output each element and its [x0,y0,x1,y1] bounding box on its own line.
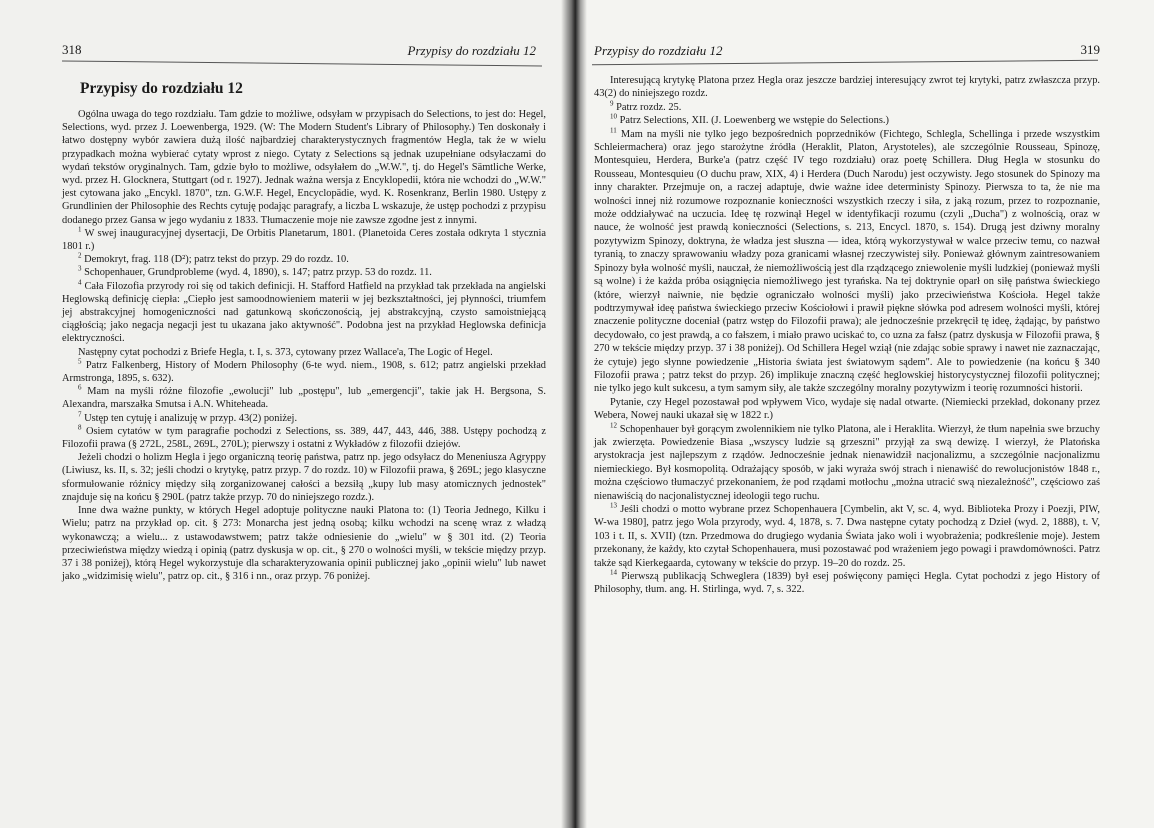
footnote-8 [62,425,546,451]
footnote-text: Demokryt, frag. 118 (D²); patrz tekst do przyp. 29 do rozdz. 10. [84,254,349,266]
intro-paragraph [62,108,546,227]
footnote-13 [594,503,1100,570]
footnote-number: 1 [78,225,82,234]
footnote-text: Schopenhauer był gorącym zwolennikiem nie tylko Platona, ale i Heraklita. Wierzył, że tłum napełnia swe brzuchy jak zwierzęta. Powiedzenie Biasa „wszyscy ludzie są grzeszni" przyjął za swą dewizę. I wierzył, że Platońska arystokracja jest najlepszym z rządów. Jednocześnie jednak nienawidził nacjonalizmu, a szczególnie nacjonalizmu niemieckiego. Był kosmopolitą. Odrażający sposób, w jaki wyraża swój strach i nienawiść do rewolucjonistów 1848 r., można częściowo tłumaczyć przekonaniem, że pod rządami motłochu „można utracić swą niezależność", częściowo zaś nienawiścią do nacjonalistycznej ideologii tego ruchu. [594,423,1100,502]
left-running-head: Przypisy do rozdziału 12 [407,43,536,58]
footnote-11-continuation [594,396,1100,423]
footnote-10 [594,114,1100,127]
footnote-number: 7 [78,410,82,419]
footnote-text: Patrz rozdz. 25. [616,101,682,113]
footnote-8-continuation-c [594,74,1100,101]
footnote-number: 3 [78,264,82,273]
footnote-text: Mam na myśli różne filozofie „ewolucji" lub „postępu", lub „emergencji", takie jak H. Bergsona, S. Alexandra, marszałka Smutsa i A.N. Whiteheada. [62,386,546,411]
paragraph-text: Pytanie, czy Hegel pozostawał pod wpływem Vico, wydaje się nadal otwarte. (Niemiecki przekład, dokonany przez Webera, Nowej nauki ukazał się w 1822 r.) [594,396,1100,422]
footnote-9 [594,101,1100,114]
footnote-text: Ustęp ten cytuję i analizuję w przyp. 43(2) poniżej. [84,412,298,424]
footnote-text: W swej inauguracyjnej dysertacji, De Orbitis Planetarum, 1801. (Planetoida Ceres została odkryta 1 stycznia 1801 r.) [62,227,546,253]
footnote-number: 9 [610,99,614,108]
left-page-header [62,42,546,60]
footnote-text: Schopenhauer, Grundprobleme (wyd. 4, 1890), s. 147; patrz przyp. 53 do rozdz. 11. [84,267,432,279]
footnote-text: Patrz Falkenberg, History of Modern Philosophy (6-te wyd. niem., 1908, s. 612; patrz angielski przekład Armstronga, 1895, s. 632). [62,359,546,385]
footnote-6 [62,385,546,411]
footnote-number: 5 [78,357,82,366]
footnote-number: 6 [78,383,82,392]
footnote-text: Mam na myśli nie tylko jego bezpośrednich poprzedników (Fichtego, Schlegla, Schellinga i przede wszystkim Schleiermachera) oraz jego starożytne źródła (Heraklit, Platon, Arystoteles), ale szczególnie Rousseau, Spinozę, Montesquieu, Herdera, Burke'a (patrz część IV tego rozdziału) oraz poetę Schillera. Dług Hegla w stosunku do Rousseau, Montesquieu (O duchu praw, XIX, 4) i Herdera (Duch Narodu) jest oczywisty. Jego stosunek do Spinozy ma inny charakter. Przejmuje on, a raczej adaptuje, dwie ważne idee deterministy Spinozy. Pierwsza to ta, że nie ma wolności innej niż rozumowe rozpoznanie konieczności wszystkich rzeczy i siła, z jaką rozum, przez to rozpoznanie, może oddziaływać na uczucia. Ideę tę rozwinął Hegel w identyfikacji rozumu (czyli „Ducha") z wolnością, oraz w nauce, że wolność jest prawdą konieczności (Selections, s. 213, Encycl. 1870, s. 154). Drugą jest dziwny moralny pozytywizm Spinozy, doktryna, że władza jest słuszna — idea, którą wykorzystywał w walce przeciw temu, co nazwał tyranią, to znaczy sprawowaniu władzy poza granicami własnej rzeczywistej siły. Ponieważ głównym zaintresowaniem Spinozy była wolność myśli, nauczał, że niemożliwością jest dla rządzącego zniewolenie myśli ludzkiej (ponieważ myśli są wolne) i że każda próba osiągnięcia niemożliwego jest tyrańska. Na tej doktrynie oparł on siłę państwa świeckiego (które, wierzył naiwnie, nie będzie ograniczało wolności myśli) jako przeciwieństwa Kościoła. Hegel także podtrzymywał ideę państwa świeckiego przeciw Kościołowi i prawił piękne słówka pod adresem wolności myśli, której znaczenie polityczne doceniał (patrz wstęp do Filozofii prawa); ale jednocześnie przekręcił tę ideę, żądając, by państwo decydowało, co jest prawdą, a co fałszem, i miało prawo uciskać to, co uzna za fałsz (patrz dyskusja w Filozofii prawa, § 270 w tekście między przyp. 37 i 38 poniżej). Od Schillera Hegel wziął (nie zdając sobie sprawy i nawet nie zaznaczając, że cytuje) jego słynne powiedzenie „Historia świata jest światowym sądem". Ale to powiedzenie (na końcu § 340 Filozofii prawa ; patrz tekst do przyp. 26) implikuje znaczną część heglowskiej historycystycznej filozofii politycznej; nie tylko jego kult sukcesu, a tym samym siły, ale także szczególny moralny pozytywizm i teorię rozumności historii. [594,128,1100,395]
footnote-1 [62,227,546,253]
footnote-number: 14 [610,568,617,577]
book-gutter [561,0,587,828]
footnote-text: Pierwszą publikacją Schweglera (1839) był esej poświęcony pamięci Hegla. Cytat pochodzi z jego History of Philosophy, tłum. ang. H. Stirlinga, wyd. 7, s. 322. [594,571,1100,596]
footnote-number: 11 [610,126,617,135]
footnote-12 [594,423,1100,503]
paragraph-text: Interesującą krytykę Platona przez Hegla oraz jeszcze bardziej interesujący zwrot tej krytyki, patrz zwłaszcza przyp. 43(2) do niniejszego rozdz. [594,75,1100,100]
footnote-number: 13 [610,501,617,510]
footnote-5 [62,359,546,385]
footnote-text: Jeśli chodzi o motto wybrane przez Schopenhauera [Cymbelin, akt V, sc. 4, wyd. Biblioteka Prozy i Poezji, PIW, W-wa 1980], patrz jego Wola przyrody, wyd. 4, 1878, s. 7. Dwa następne cytaty pochodzą z Dzieł (wyd. 2, 1888), t. V, 103 i t. II, s. XVII) (tzn. Przedmowa do drugiego wydania Świata jako woli i wyobrażenia; podkreślenie moje). Jestem przekonany, że każdy, kto czytał Schopenhauera, musi pozostawać pod wrażeniem jego powagi i prawdomówności. Patrz także sąd Kierkegaarda, cytowany w tekście do przyp. 19–20 do rozdz. 25. [594,504,1100,569]
footnote-number: 8 [78,423,82,432]
footnote-8-continuation-a [62,451,546,504]
paragraph-text: Jeżeli chodzi o holizm Hegla i jego organiczną teorię państwa, patrz np. jego odsyłacz do Meneniusza Agryppy (Liwiusz, ks. II, s. 32; jeśli chodzi o krytykę, patrz przyp. 7 do rozdz. 10) w Filozofii prawa, § 269L; jego klasyczne sformułowanie różnicy między siłą zorganizowanej całości a bezsiłą „kupy lub masy atomicznych jednostek" znajduje się na końcu § 290L (patrz także przyp. 70 do niniejszego rozdz.). [62,452,546,503]
right-page [580,0,1154,828]
footnote-3 [62,266,546,279]
footnote-number: 4 [78,278,82,287]
footnote-number: 2 [78,251,82,260]
footnote-number: 10 [610,112,617,121]
paragraph-text: Następny cytat pochodzi z Briefe Hegla, t. I, s. 373, cytowany przez Wallace'a, The Logic of Hegel. [78,346,493,358]
footnote-4 [62,280,546,346]
footnote-4-continuation [62,346,546,359]
footnote-7 [62,412,546,425]
footnote-14 [594,570,1100,597]
left-page [0,0,568,828]
footnote-text: Cała Filozofia przyrody roi się od takich definicji. H. Stafford Hatfield na przykład tak przekłada na angielski Heglowską definicję ciepła: „Ciepło jest samoodnowieniem materii w jej bezkształtności, jej płynności, triumfem jej abstrakcyjnej homogeniczności nad gatunkową skończonością, jej abstrakcyjną, czysto samoistniejącą ciągłością; jako negacja negacji jest tu ukazana jako aktywność". Podobna jest na przykład Heglowska definicja elektryczności. [62,280,546,345]
chapter-notes-title: Przypisy do rozdziału 12 [80,80,243,97]
right-page-header [594,42,1100,60]
footnote-text: Osiem cytatów w tym paragrafie pochodzi z Selections, ss. 389, 447, 443, 446, 388. Ustępy pochodzą z Filozofii prawa (§ 272L, 258L, 269L, 270L); pierwszy i ostatni z Wykładów z filozofii dziejów. [62,425,546,451]
paragraph-text: Inne dwa ważne punkty, w których Hegel adoptuje polityczne nauki Platona to: (1) Teoria Jednego, Kilku i Wielu; patrz na przykład op. cit. § 273: Monarcha jest jedną osobą; kilku wchodzi na scenę wraz z władzą wykonawczą; a wielu... z ustawodawstwem; patrz także odniesienie do „wielu" w § 301 itd. (2) Teoria przeciwieństwa między wiedzą i opinią (patrz dyskusja w op. cit., § 270 o wolności myśli, w tekście między przyp. 37 i 38 poniżej), którą Hegel wykorzystuje dla scharakteryzowania opinii publicznej jako „opinii wielu" lub nawet jako „widzimisię wielu", patrz op. cit., § 316 i nn., oraz przyp. 76 poniżej. [62,505,546,583]
footnote-number: 12 [610,421,617,430]
footnote-text: Patrz Selections, XII. (J. Loewenberg we wstępie do Selections.) [619,115,889,127]
footnote-2 [62,253,546,266]
paragraph-text: Ogólna uwaga do tego rozdziału. Tam gdzie to możliwe, odsyłam w przypisach do Selections, to jest do: Hegel, Selections, wyd. przez J. Loewenberga, 1929. (W: The Modern Student's Library of Philosophy.) Ten doskonały i łatwo dostępny wybór zawiera dużą ilość najbardziej charakterystycznych fragmentów Hegla, tak że w wielu przypadkach można wybierać cytaty wprost z niego. Cytaty z Selections są jednak uzupełniane odsyłaczami do wydań tekstów oryginalnych. Tam, gdzie było to możliwe, odsyłałem do „W.W.", tj. do Hegel's Sämtliche Werke, wyd. przez H. Glocknera, Stuttgart (od r. 1927). Jednak ważna wersja z Encyklopedii, która nie wchodzi do „W.W." jest cytowana jako „Encykl. 1870", tzn. G.W.F. Hegel, Encyclopädie, wyd. K. Rosenkranz, Berlin 1980. Ustępy z Grundlinien der Philosophie des Rechts cytuję podając paragrafy, a liczba L wskazuje, że ustęp pochodzi z przypisu dodanego przez Gansa w jego wydaniu z 1833. Tłumaczenie moje nie zawsze zgodne jest z innymi. [62,109,546,226]
right-running-head: Przypisy do rozdziału 12 [594,43,723,58]
footnote-11 [594,128,1100,396]
right-page-number: 319 [1080,42,1100,57]
footnote-8-continuation-b [62,504,546,583]
left-page-number: 318 [62,42,82,57]
